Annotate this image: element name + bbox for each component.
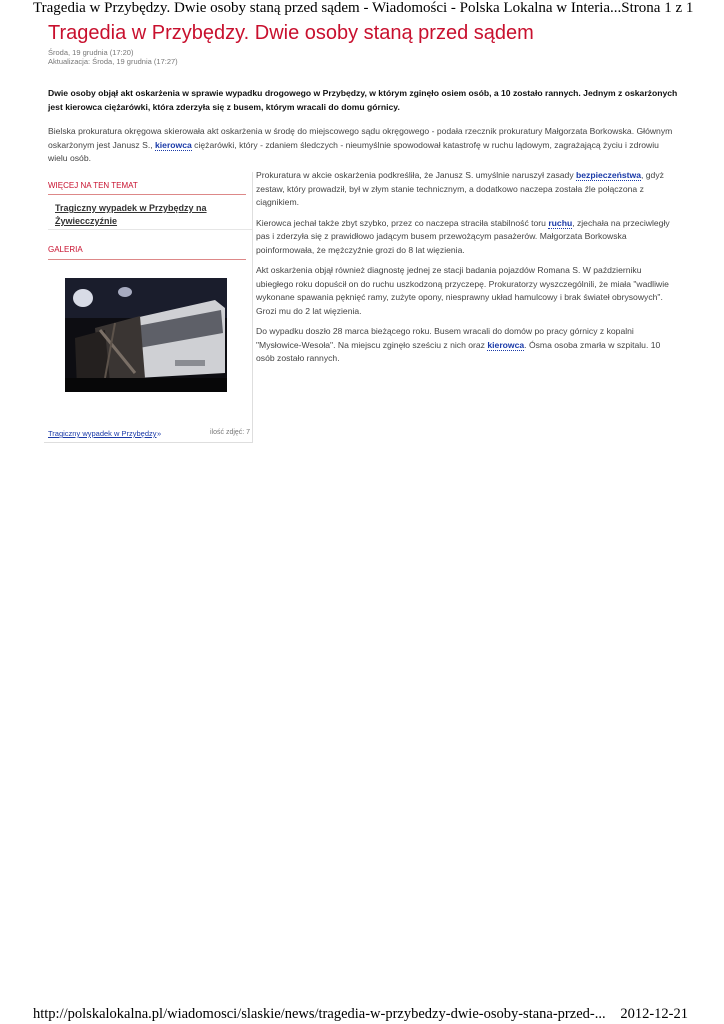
sidebar-separator xyxy=(48,229,252,230)
updated-date: Aktualizacja: Środa, 19 grudnia (17:27) xyxy=(48,57,178,66)
page-title: Tragedia w Przybędzy. Dwie osoby staną przed sądem xyxy=(48,22,534,44)
article-paragraph-4 xyxy=(256,325,680,366)
keyword-link-kierowca[interactable]: kierowca xyxy=(155,139,192,150)
p1-text-before: Prokuratura w akcie oskarżenia podkreśliła, że Janusz S. umyślnie naruszył zasady xyxy=(256,170,577,180)
intro-text-before: Bielska prokuratura okręgowa skierowała akt oskarżenia w środę do miejscowego sądu okręgowego - podała rzecznik prokuratury Małgorzata Borkowska. Głównym oskarżonym jest Janusz S., xyxy=(48,126,673,150)
related-article-link[interactable]: Tragiczny wypadek w Przybędzy na Żywiecczyźnie xyxy=(55,203,207,226)
article-paragraph-1 xyxy=(256,169,680,210)
related-heading: WIĘCEJ NA TEN TEMAT xyxy=(48,181,138,190)
gallery-photo-count: ilość zdjęć: 7 xyxy=(210,429,251,436)
gallery-heading: GALERIA xyxy=(48,245,83,254)
print-footer-date: 2012-12-21 xyxy=(620,1006,688,1022)
article-dates xyxy=(48,48,178,66)
p2-text-after: , zjechała na przeciwległy pas i zderzyła się z prawidłowo jadącym busem przewożącym pasażerów. Małgorzata Borkowska poinformowała, że mężczyźnie grozi do 8 lat więzienia. xyxy=(256,217,670,255)
p1-text-after: , gdyż zestaw, który prowadził, był w złym stanie technicznym, a dodatkowo naczepa została źle połączona z ciągnikiem. xyxy=(256,170,664,207)
gallery-link[interactable]: Tragiczny wypadek w Przybędzy xyxy=(48,429,157,438)
keyword-link-ruchu[interactable]: ruchu xyxy=(548,217,573,228)
print-header xyxy=(33,0,694,20)
article-paragraph-2 xyxy=(256,217,680,258)
related-divider xyxy=(48,194,246,195)
keyword-link-kierowca-2[interactable]: kierowca xyxy=(487,339,525,350)
article-body xyxy=(256,169,680,373)
print-header-title: Tragedia w Przybędzy. Dwie osoby staną przed sądem - Wiadomości - Polska Lokalna w Interia... xyxy=(33,0,622,16)
keyword-link-bezpieczenstwa[interactable]: bezpieczeństwa xyxy=(576,170,641,180)
p4-text-after: . Ósma osoba zmarła w szpitalu. 10 osób zostało rannych. xyxy=(256,339,661,363)
gallery-photo[interactable] xyxy=(65,278,227,392)
article-intro xyxy=(48,125,678,166)
published-date: Środa, 19 grudnia (17:20) xyxy=(48,48,134,57)
intro-text-after: ciężarówki, który - zdaniem śledczych - nieumyślnie spowodował katastrofę w ruchu lądowym, zagrażającą życiu i zdrowiu wielu osób. xyxy=(48,139,659,163)
gallery-arrow: » xyxy=(157,429,162,438)
print-footer-url: http://polskalokalna.pl/wiadomosci/slaskie/news/tragedia-w-przybedzy-dwie-osoby-stana-przed-... xyxy=(33,1006,606,1022)
article-paragraph-3: Akt oskarżenia objął również diagnostę jednej ze stacji badania pojazdów Romana S. W październiku ubiegłego roku dopuścił on do ruchu uszkodzoną przyczepę. Prokuratorzy wyszczególnili, że miała "wadliwie wykonane spawania pęknięć ramy, zużyte opony, niesprawny układ hamulcowy i brak świateł obrysowych". Grozi mu do 2 lat więzienia. xyxy=(256,265,669,316)
p4-text-before: Do wypadku doszło 28 marca bieżącego roku. Busem wracali do domów po pracy górnicy z kopalni "Mysłowice-Wesoła". Na miejscu zginęło sześciu z nich oraz xyxy=(256,326,634,350)
sidebar xyxy=(44,172,253,443)
article-lead: Dwie osoby objął akt oskarżenia w sprawie wypadku drogowego w Przybędzy, w którym zginęło osiem osób, a 10 zostało rannych. Jednym z oskarżonych jest kierowca ciężarówki, która zderzyła się z busem, którym wracali do domu górnicy. xyxy=(48,88,678,112)
p2-text-before: Kierowca jechał także zbyt szybko, przez co naczepa straciła stabilność toru xyxy=(256,217,549,228)
crashed-bus-image xyxy=(65,278,227,392)
print-footer xyxy=(33,1006,688,1024)
gallery-divider xyxy=(48,259,246,260)
print-header-page: Strona 1 z 1 xyxy=(621,0,694,16)
